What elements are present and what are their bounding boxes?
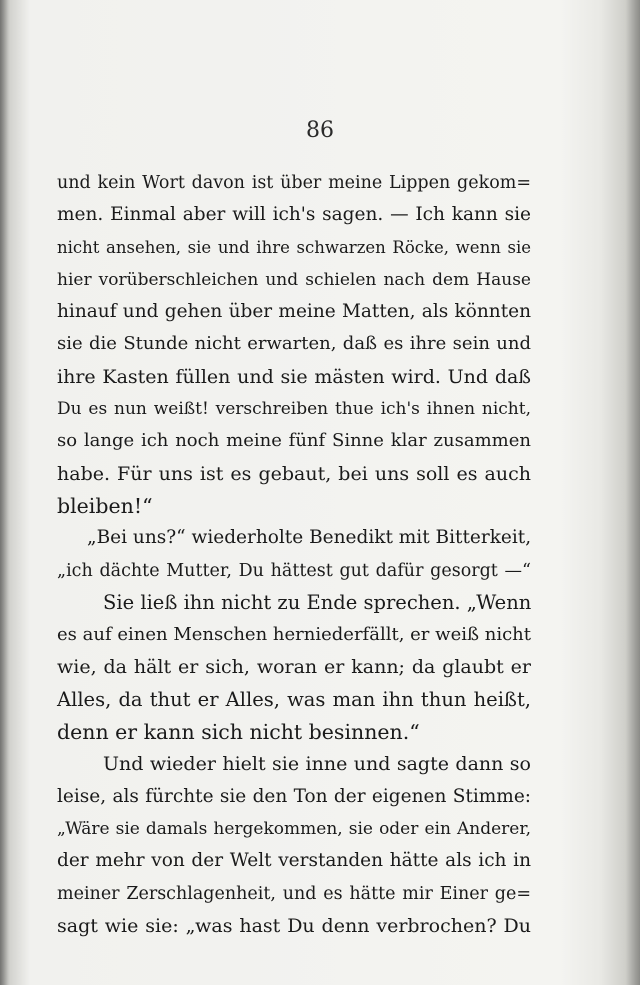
page-gutter-shadow xyxy=(0,0,10,985)
text-line: und kein Wort davon ist über meine Lippen gekom= xyxy=(57,173,531,193)
text-line: „Wäre sie damals hergekommen, sie oder ein Anderer, xyxy=(57,818,531,839)
text-line: es auf einen Menschen herniederfällt, er weiß nicht xyxy=(57,624,531,646)
text-line: sie die Stunde nicht erwarten, daß es ihre sein und xyxy=(57,333,531,355)
text-line: bleiben!“ xyxy=(57,493,153,518)
text-line: so lange ich noch meine fünf Sinne klar zusammen xyxy=(57,430,531,452)
text-line: der mehr von der Welt verstanden hätte als ich in xyxy=(57,850,531,872)
body-text xyxy=(57,167,531,942)
text-line: habe. Für uns ist es gebaut, bei uns soll es auch xyxy=(57,462,531,485)
text-line: men. Einmal aber will ich's sagen. — Ich kann sie xyxy=(57,204,531,226)
text-line: ihre Kasten füllen und sie mästen wird. Und daß xyxy=(57,365,531,388)
text-line: denn er kann sich nicht besinnen.“ xyxy=(57,720,420,745)
text-line: nicht ansehen, sie und ihre schwarzen Röcke, wenn sie xyxy=(57,237,531,257)
text-line: hier vorüberschleichen und schielen nach dem Hause xyxy=(57,269,531,290)
text-line: „ich dächte Mutter, Du hättest gut dafür gesorgt —“ xyxy=(57,560,531,581)
text-line: Du es nun weißt! verschreiben thue ich's ihnen nicht, xyxy=(57,399,531,420)
text-line: Alles, da thut er Alles, was man ihn thun heißt, xyxy=(57,687,531,711)
text-line: „Bei uns?“ wiederholte Benedikt mit Bitterkeit, xyxy=(87,527,532,549)
text-line: leise, als fürchte sie den Ton der eigenen Stimme: xyxy=(57,785,531,807)
text-line: Sie ließ ihn nicht zu Ende sprechen. „Wenn xyxy=(103,590,532,614)
text-line: hinauf und gehen über meine Matten, als könnten xyxy=(57,301,531,323)
text-line: wie, da hält er sich, woran er kann; da glaubt er xyxy=(57,656,531,679)
page-number: 86 xyxy=(306,118,334,143)
text-line: sagt wie sie: „was hast Du denn verbrochen? Du xyxy=(57,914,531,937)
page-edge-shadow xyxy=(626,0,640,985)
text-line: meiner Zerschlagenheit, und es hätte mir Einer ge= xyxy=(57,883,531,904)
text-line: Und wieder hielt sie inne und sagte dann so xyxy=(103,753,531,776)
